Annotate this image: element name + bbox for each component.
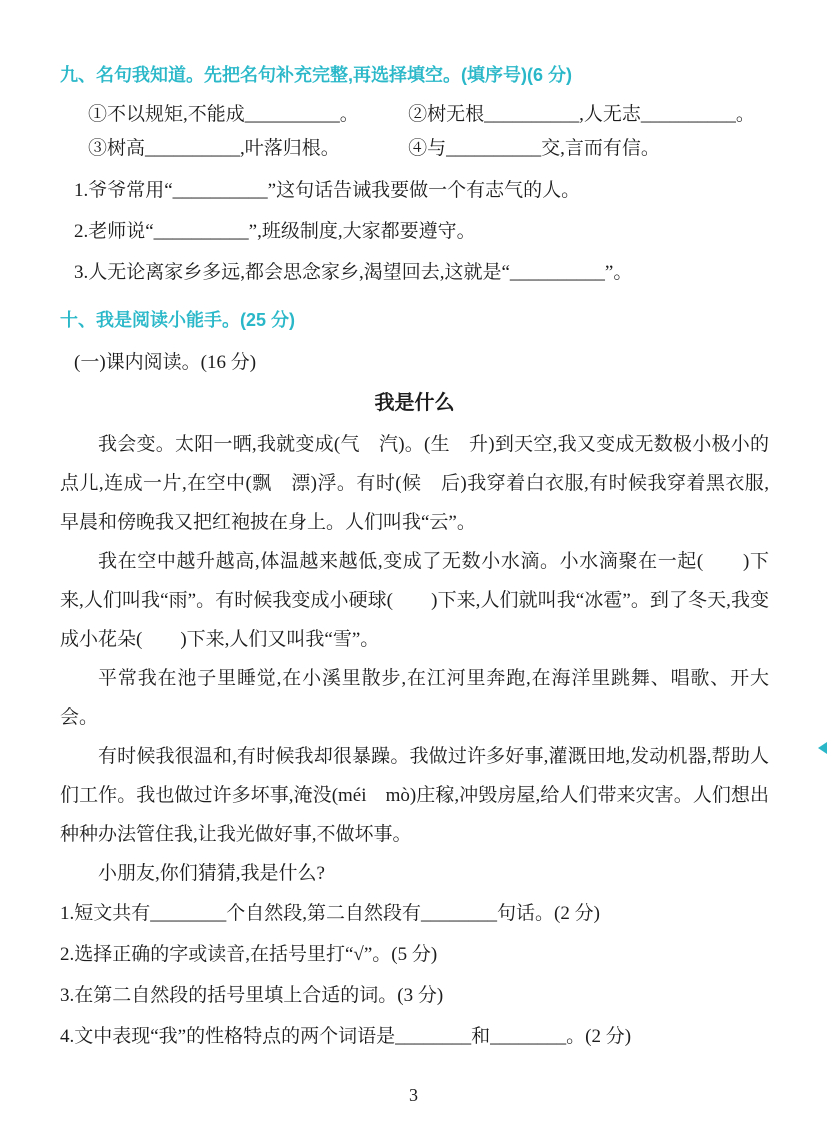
page-number: 3 bbox=[409, 1085, 418, 1105]
reading-passage bbox=[60, 391, 769, 893]
section-ten-question-1: 1.短文共有________个自然段,第二自然段有________句话。(2 分) bbox=[60, 903, 600, 924]
passage-title: 我是什么 bbox=[374, 392, 455, 414]
section-ten-question-3: 3.在第二自然段的括号里填上合适的词。(3 分) bbox=[60, 985, 444, 1006]
passage-paragraph-1: 我会变。太阳一晒,我就变成(气 汽)。(生 升)到天空,我又变成无数极小极小的点儿,连成一片,在空中(飘 漂)浮。有时(候 后)我穿着白衣服,有时候我穿着黑衣服,早晨和傍晚我又把红袍披在身上。人们叫我“云”。 bbox=[60, 434, 769, 533]
section-nine-heading: 九、名句我知道。先把名句补充完整,再选择填空。(填序号)(6 分) bbox=[60, 65, 572, 85]
saying-2: ②树无根__________,人无志__________。 bbox=[408, 104, 755, 125]
section-nine bbox=[60, 62, 769, 293]
saying-4: ④与__________交,言而有信。 bbox=[408, 138, 660, 159]
sayings-grid bbox=[60, 98, 769, 166]
saying-3: ③树高__________,叶落归根。 bbox=[88, 138, 340, 159]
section-ten-question-2: 2.选择正确的字或读音,在括号里打“√”。(5 分) bbox=[60, 944, 438, 965]
section-ten bbox=[60, 307, 769, 1057]
section-ten-subheading: (一)课内阅读。(16 分) bbox=[74, 352, 257, 373]
page-edge-mark-icon bbox=[818, 742, 827, 754]
section-nine-question-1: 1.爷爷常用“__________”这句话告诫我要做一个有志气的人。 bbox=[74, 180, 581, 201]
section-ten-questions bbox=[60, 893, 769, 1057]
section-nine-question-2: 2.老师说“__________”,班级制度,大家都要遵守。 bbox=[74, 221, 476, 242]
passage-paragraph-2: 我在空中越升越高,体温越来越低,变成了无数小水滴。小水滴聚在一起( )下来,人们叫我“雨”。有时候我变成小硬球( )下来,人们就叫我“冰雹”。到了冬天,我变成小花朵( )下来,人们又叫我“雪”。 bbox=[60, 551, 769, 650]
section-nine-question-3: 3.人无论离家乡多远,都会思念家乡,渴望回去,这就是“__________”。 bbox=[74, 262, 633, 283]
passage-paragraph-3: 平常我在池子里睡觉,在小溪里散步,在江河里奔跑,在海洋里跳舞、唱歌、开大会。 bbox=[60, 668, 769, 728]
section-ten-question-4: 4.文中表现“我”的性格特点的两个词语是________和________。(2 分) bbox=[60, 1026, 632, 1047]
passage-paragraph-5: 小朋友,你们猜猜,我是什么? bbox=[98, 863, 325, 884]
passage-paragraph-4: 有时候我很温和,有时候我却很暴躁。我做过许多好事,灌溉田地,发动机器,帮助人们工作。我也做过许多坏事,淹没(méi mò)庄稼,冲毁房屋,给人们带来灾害。人们想出种种办法管住我,让我光做好事,不做坏事。 bbox=[60, 746, 769, 845]
saying-1: ①不以规矩,不能成__________。 bbox=[88, 104, 359, 125]
section-ten-heading: 十、我是阅读小能手。(25 分) bbox=[60, 310, 296, 330]
